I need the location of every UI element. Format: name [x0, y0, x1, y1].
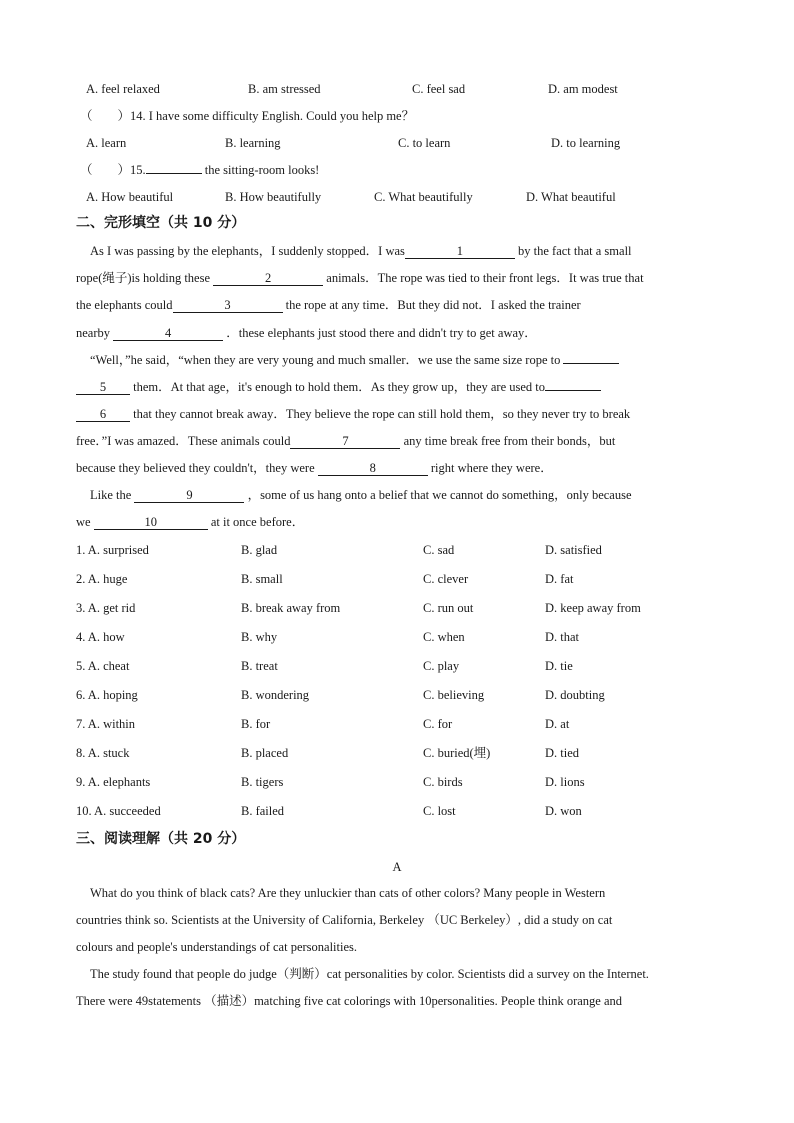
q14-option-c[interactable]: C. to learn [398, 136, 451, 150]
choice-option[interactable]: B. why [241, 630, 278, 644]
cloze-line-1 [90, 243, 632, 259]
choice-option[interactable]: C. buried(埋) [423, 746, 491, 760]
passage-line: countries think so. Scientists at the University of California, Berkeley （UC Berkeley）, did a study on cat [76, 913, 613, 927]
cloze-text: by the fact that a small [518, 244, 632, 258]
cloze-text: animals．The rope was tied to their front legs．It was true that [326, 271, 644, 285]
choice-option[interactable]: D. tied [545, 746, 580, 760]
cloze-text: ．these elephants just stood there and didn't try to get away． [226, 326, 537, 340]
cloze-line-3 [76, 297, 581, 313]
choice-option[interactable]: C. clever [423, 572, 469, 586]
choice-option[interactable]: B. break away from [241, 601, 341, 615]
q14-option-b[interactable]: B. learning [225, 136, 281, 150]
cloze-blank-7[interactable]: 7 [290, 434, 400, 449]
choice-option[interactable]: 1. A. surprised [76, 543, 149, 557]
cloze-line-10 [90, 487, 632, 503]
choice-option[interactable]: C. sad [423, 543, 455, 557]
cloze-blank-3[interactable]: 3 [173, 298, 283, 313]
choice-option[interactable]: 7. A. within [76, 717, 136, 731]
section2-title: 二、完形填空（共 10 分） [76, 215, 246, 231]
cloze-line-4 [76, 325, 537, 341]
q15-option-d[interactable]: D. What beautiful [526, 190, 616, 204]
cloze-line-8 [76, 433, 615, 449]
cloze-line-7 [76, 406, 630, 422]
cloze-text: nearby [76, 326, 111, 340]
q15-option-c[interactable]: C. What beautifully [374, 190, 473, 204]
cloze-line-9 [76, 460, 553, 476]
choice-option[interactable]: D. lions [545, 775, 585, 789]
choice-option[interactable]: B. glad [241, 543, 278, 557]
choice-option[interactable]: C. birds [423, 775, 463, 789]
choice-option[interactable]: B. placed [241, 746, 289, 760]
choice-option[interactable]: D. doubting [545, 688, 605, 702]
cloze-text: “Well，”he said，“when they are very young and much smaller．we use the same size rope to [90, 353, 561, 367]
passage-line: What do you think of black cats? Are they unluckier than cats of other colors? Many people in Western [90, 886, 606, 900]
cloze-text: As I was passing by the elephants，I suddenly stopped．I was [90, 244, 405, 258]
q15-prefix: （ ）15. [80, 163, 146, 177]
cloze-blank-6[interactable]: 6 [76, 407, 130, 422]
cloze-text: that they cannot break away．They believe the rope can still hold them，so they never try to break [133, 407, 631, 421]
cloze-text: at it once before． [210, 515, 305, 529]
choice-option[interactable]: D. tie [545, 659, 573, 673]
section3-title: 三、阅读理解（共 20 分） [76, 831, 246, 847]
passage-label: A [392, 860, 402, 874]
choice-option[interactable]: D. won [545, 804, 582, 818]
cloze-text: free．”I was amazed．These animals could [76, 434, 291, 448]
choice-option[interactable]: C. when [423, 630, 465, 644]
cloze-line-6 [76, 379, 601, 395]
cloze-blank-6-start [545, 390, 601, 391]
cloze-text: any time break free from their bonds，but [403, 434, 616, 448]
choice-option[interactable]: C. for [423, 717, 453, 731]
cloze-line-5 [90, 352, 619, 368]
choice-option[interactable]: C. run out [423, 601, 474, 615]
cloze-text: right where they were． [430, 461, 553, 475]
cloze-line-11 [76, 514, 304, 530]
q15-blank[interactable] [146, 173, 202, 174]
choice-option[interactable]: D. satisfied [545, 543, 602, 557]
cloze-blank-2[interactable]: 2 [213, 271, 323, 286]
cloze-blank-1[interactable]: 1 [405, 244, 515, 259]
choice-option[interactable]: C. lost [423, 804, 456, 818]
choice-option[interactable]: 6. A. hoping [76, 688, 138, 702]
cloze-text: the elephants could [76, 298, 173, 312]
cloze-blank-5-start [563, 363, 619, 364]
choice-option[interactable]: 9. A. elephants [76, 775, 151, 789]
cloze-blank-5[interactable]: 5 [76, 380, 130, 395]
cloze-blank-4[interactable]: 4 [113, 326, 223, 341]
cloze-text: the rope at any time．But they did not．I asked the trainer [285, 298, 581, 312]
choice-option[interactable]: 4. A. how [76, 630, 125, 644]
choice-option[interactable]: C. play [423, 659, 460, 673]
choice-option[interactable]: 2. A. huge [76, 572, 128, 586]
choice-option[interactable]: B. failed [241, 804, 285, 818]
passage-line: The study found that people do judge（判断）cat personalities by color. Scientists did a survey on the Internet. [90, 967, 649, 981]
choice-option[interactable]: C. believing [423, 688, 485, 702]
choice-option[interactable]: B. tigers [241, 775, 284, 789]
q14-option-a[interactable]: A. learn [86, 136, 127, 150]
choice-option[interactable]: 10. A. succeeded [76, 804, 161, 818]
choice-option[interactable]: 3. A. get rid [76, 601, 136, 615]
cloze-text: ，some of us hang onto a belief that we cannot do something，only because [247, 488, 632, 502]
q14-stem: （ ）14. I have some difficulty English. Could you help me？ [80, 109, 415, 123]
cloze-blank-8[interactable]: 8 [318, 461, 428, 476]
passage-line: There were 49statements （描述）matching five cat colorings with 10personalities. People think orange and [76, 994, 623, 1008]
cloze-blank-10[interactable]: 10 [94, 515, 208, 530]
q13-option-b[interactable]: B. am stressed [248, 82, 321, 96]
cloze-blank-9[interactable]: 9 [134, 488, 244, 503]
q15-option-b[interactable]: B. How beautifully [225, 190, 322, 204]
choice-option[interactable]: B. wondering [241, 688, 310, 702]
q15-suffix: the sitting-room looks! [204, 163, 320, 177]
cloze-line-2 [76, 270, 644, 286]
choice-option[interactable]: 8. A. stuck [76, 746, 130, 760]
q13-option-c[interactable]: C. feel sad [412, 82, 466, 96]
cloze-text: them．At that age，it's enough to hold them．As they grow up，they are used to [133, 380, 546, 394]
q15-option-a[interactable]: A. How beautiful [86, 190, 174, 204]
passage-line: colours and people's understandings of cat personalities. [76, 940, 357, 954]
choice-option[interactable]: B. for [241, 717, 271, 731]
choice-option[interactable]: D. that [545, 630, 580, 644]
choice-option[interactable]: B. small [241, 572, 283, 586]
q15-stem [80, 162, 319, 178]
q13-option-a[interactable]: A. feel relaxed [86, 82, 160, 96]
cloze-text: because they believed they couldn't，they were [76, 461, 315, 475]
q14-option-d[interactable]: D. to learning [551, 136, 621, 150]
cloze-text: we [76, 515, 91, 529]
choice-option[interactable]: B. treat [241, 659, 278, 673]
choice-option[interactable]: 5. A. cheat [76, 659, 130, 673]
cloze-text: Like the [90, 488, 132, 502]
cloze-text: rope(绳子)is holding these [76, 271, 211, 285]
choice-option[interactable]: D. at [545, 717, 570, 731]
choice-option[interactable]: D. keep away from [545, 601, 641, 615]
q13-option-d[interactable]: D. am modest [548, 82, 618, 96]
choice-option[interactable]: D. fat [545, 572, 574, 586]
